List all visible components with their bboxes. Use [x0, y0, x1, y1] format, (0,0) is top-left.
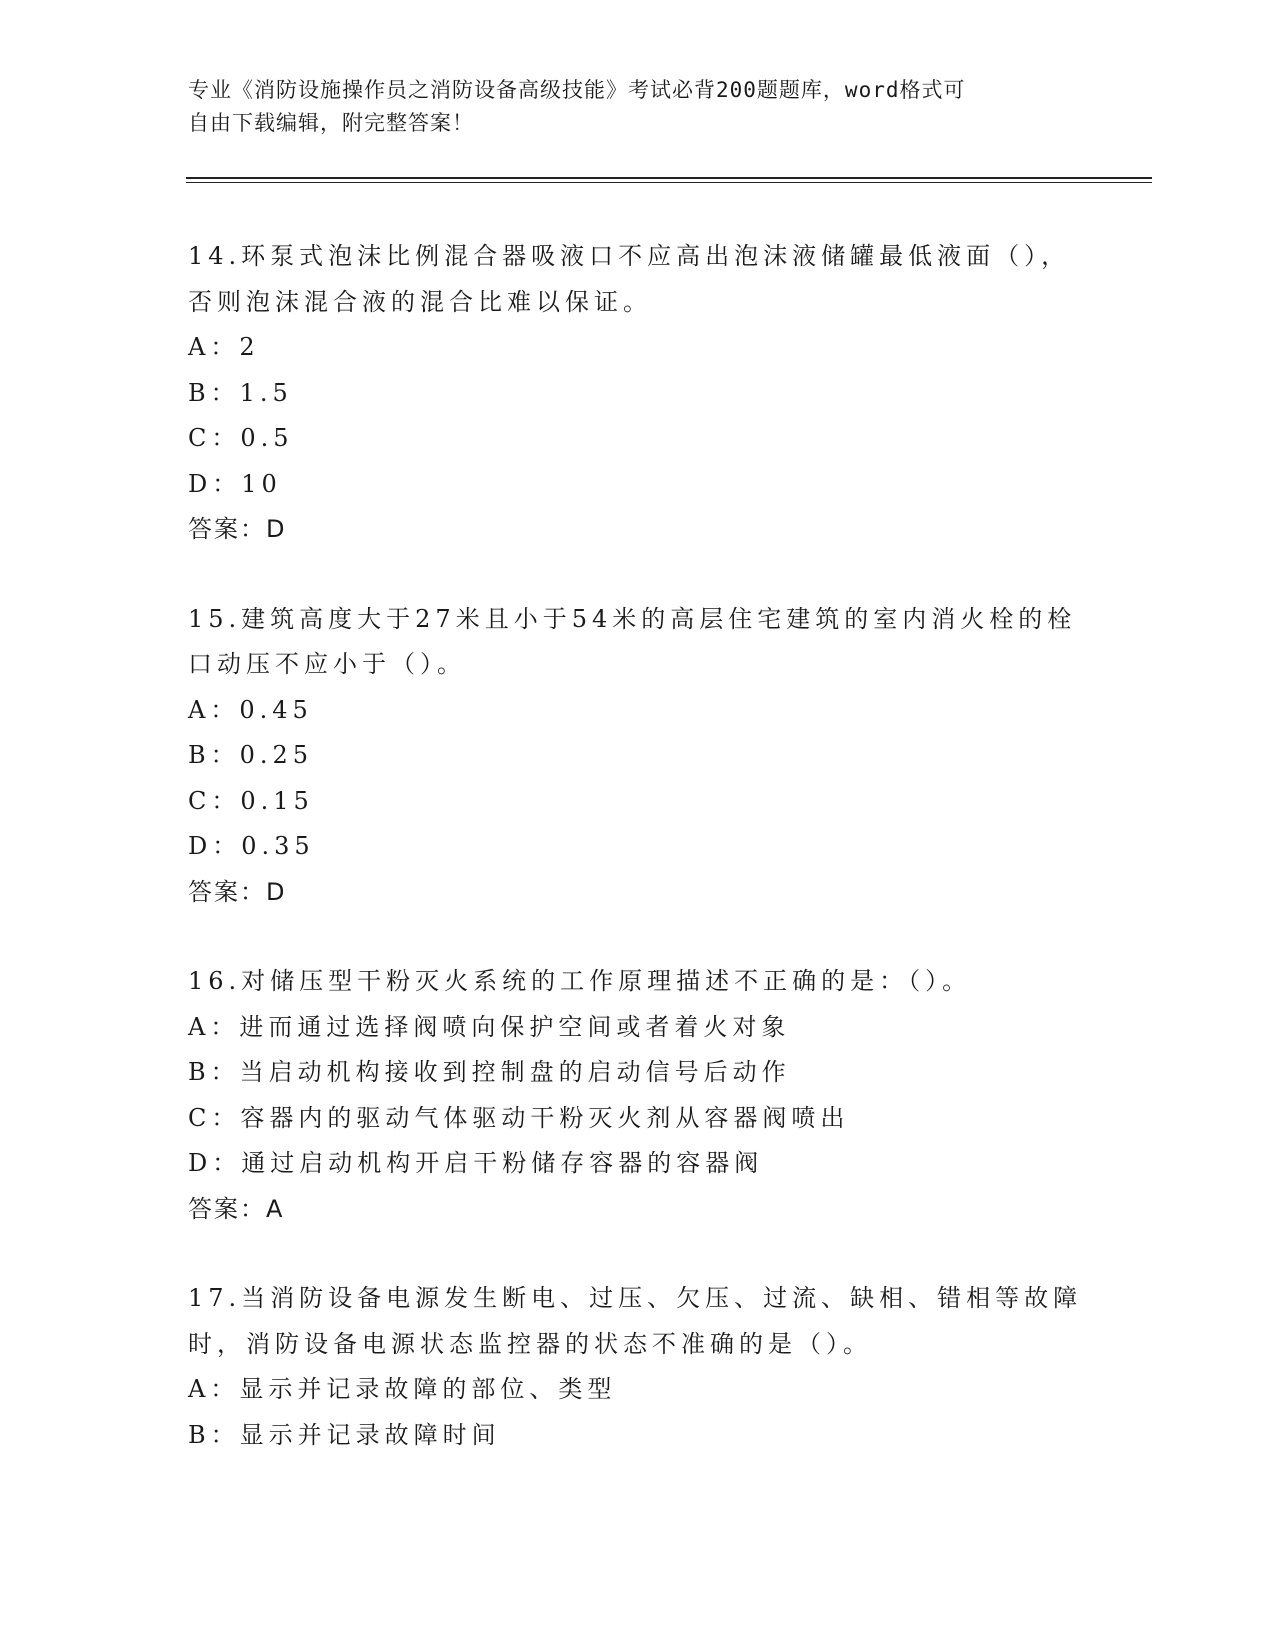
document-header — [188, 74, 1068, 140]
option-c: C：容器内的驱动气体驱动干粉灭火剂从容器阀喷出 — [188, 1103, 850, 1132]
option-a: A：进而通过选择阀喷向保护空间或者着火对象 — [188, 1012, 791, 1041]
answer-line: 答案：A — [188, 1194, 285, 1223]
question-14 — [188, 234, 1088, 553]
question-stem-line: 14.环泵式泡沫比例混合器吸液口不应高出泡沫液储罐最低液面（）， — [188, 242, 1071, 270]
answer-line: 答案：D — [188, 515, 287, 543]
question-list — [188, 234, 1088, 1502]
question-stem-line: 17.当消防设备电源发生断电、过压、欠压、过流、缺相、错相等故障 — [188, 1284, 1083, 1312]
question-stem-line: 15.建筑高度大于27米且小于54米的高层住宅建筑的室内消火栓的栓 — [188, 604, 1077, 633]
option-a: A：显示并记录故障的部位、类型 — [188, 1375, 617, 1403]
option-b: B：显示并记录故障时间 — [188, 1420, 501, 1449]
question-15 — [188, 597, 1088, 916]
header-divider-thin — [186, 182, 1152, 183]
header-line-1: 专业《消防设施操作员之消防设备高级技能》考试必背200题题库，word格式可 — [188, 78, 966, 102]
question-stem-line: 时，消防设备电源状态监控器的状态不准确的是（）。 — [188, 1329, 872, 1358]
option-c: C：0.15 — [188, 786, 314, 815]
option-b: B：当启动机构接收到控制盘的启动信号后动作 — [188, 1058, 791, 1086]
option-a: A：0.45 — [188, 695, 313, 724]
option-d: D：0.35 — [188, 832, 315, 860]
question-stem-line: 否则泡沫混合液的混合比难以保证。 — [188, 287, 652, 316]
question-16 — [188, 959, 1088, 1232]
answer-line: 答案：D — [188, 877, 287, 906]
question-stem-line: 口动压不应小于（）。 — [188, 650, 466, 678]
question-stem-line: 16.对储压型干粉灭火系统的工作原理描述不正确的是：（）。 — [188, 967, 972, 995]
option-c: C：0.5 — [188, 424, 294, 452]
option-d: D：10 — [188, 469, 282, 498]
question-17 — [188, 1276, 1088, 1458]
option-a: A：2 — [188, 333, 260, 361]
header-line-2: 自由下载编辑，附完整答案！ — [188, 111, 474, 135]
header-divider-thick — [186, 177, 1152, 179]
option-d: D：通过启动机构开启干粉储存容器的容器阀 — [188, 1149, 764, 1177]
option-b: B：1.5 — [188, 378, 293, 407]
option-b: B：0.25 — [188, 741, 314, 769]
